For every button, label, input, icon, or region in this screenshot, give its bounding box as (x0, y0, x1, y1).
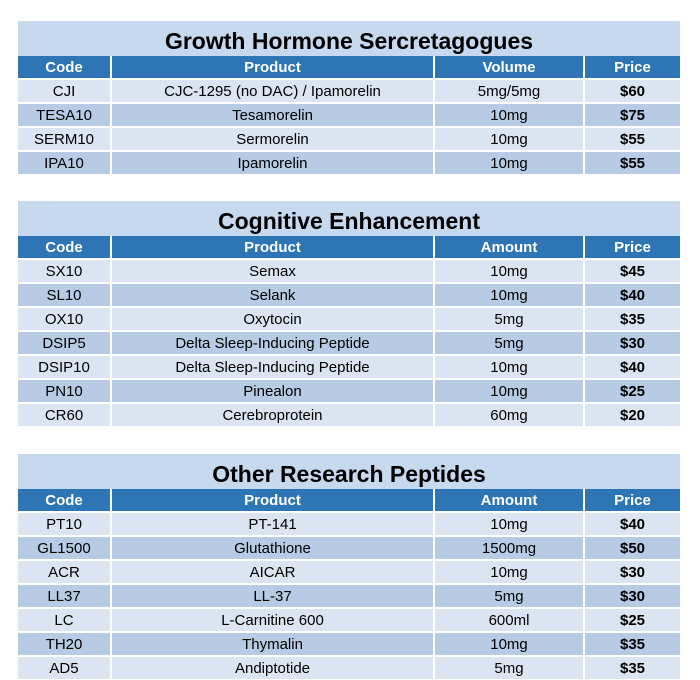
cell-code: PT10 (18, 512, 111, 536)
cell-code: LL37 (18, 584, 111, 608)
table-row (18, 151, 680, 174)
table-row (18, 79, 680, 103)
cell-price: $25 (584, 379, 680, 403)
cell-product: Oxytocin (111, 307, 434, 331)
header-product: Product (111, 56, 434, 79)
section-growth-hormone (18, 21, 680, 174)
cell-price: $50 (584, 536, 680, 560)
header-volume: Volume (434, 56, 584, 79)
header-row (18, 56, 680, 79)
cell-price: $35 (584, 632, 680, 656)
section-cognitive-enhancement (18, 201, 680, 426)
cell-price: $55 (584, 127, 680, 151)
cell-product: Selank (111, 283, 434, 307)
header-product: Product (111, 489, 434, 512)
cell-amount: 5mg (434, 584, 584, 608)
table-row (18, 656, 680, 679)
header-price: Price (584, 236, 680, 259)
cell-product: CJC-1295 (no DAC) / Ipamorelin (111, 79, 434, 103)
cell-price: $35 (584, 656, 680, 679)
cell-code: CR60 (18, 403, 111, 426)
cell-price: $30 (584, 560, 680, 584)
cell-code: DSIP5 (18, 331, 111, 355)
cell-product: Tesamorelin (111, 103, 434, 127)
cell-volume: 10mg (434, 151, 584, 174)
cell-amount: 1500mg (434, 536, 584, 560)
header-price: Price (584, 56, 680, 79)
cell-product: PT-141 (111, 512, 434, 536)
cell-product: Delta Sleep-Inducing Peptide (111, 331, 434, 355)
table-row (18, 355, 680, 379)
cell-price: $25 (584, 608, 680, 632)
cell-product: Semax (111, 259, 434, 283)
cell-code: ACR (18, 560, 111, 584)
cell-product: Cerebroprotein (111, 403, 434, 426)
cell-amount: 5mg (434, 307, 584, 331)
cell-volume: 5mg/5mg (434, 79, 584, 103)
cell-code: SERM10 (18, 127, 111, 151)
cell-code: GL1500 (18, 536, 111, 560)
cell-amount: 10mg (434, 379, 584, 403)
cell-product: L-Carnitine 600 (111, 608, 434, 632)
header-amount: Amount (434, 489, 584, 512)
header-row (18, 489, 680, 512)
table-row (18, 512, 680, 536)
cell-amount: 600ml (434, 608, 584, 632)
cell-code: PN10 (18, 379, 111, 403)
table-row (18, 127, 680, 151)
cell-price: $55 (584, 151, 680, 174)
cell-amount: 60mg (434, 403, 584, 426)
cell-product: Pinealon (111, 379, 434, 403)
cell-price: $60 (584, 79, 680, 103)
table-row (18, 259, 680, 283)
cell-amount: 10mg (434, 283, 584, 307)
cell-product: Ipamorelin (111, 151, 434, 174)
cell-amount: 10mg (434, 355, 584, 379)
header-amount: Amount (434, 236, 584, 259)
cell-amount: 5mg (434, 656, 584, 679)
header-row (18, 236, 680, 259)
cell-price: $40 (584, 355, 680, 379)
cell-price: $35 (584, 307, 680, 331)
table-row (18, 584, 680, 608)
cell-product: Sermorelin (111, 127, 434, 151)
header-product: Product (111, 236, 434, 259)
cell-amount: 10mg (434, 512, 584, 536)
table-row (18, 103, 680, 127)
cell-product: LL-37 (111, 584, 434, 608)
cell-code: DSIP10 (18, 355, 111, 379)
table-row (18, 560, 680, 584)
table-row (18, 307, 680, 331)
cell-code: CJI (18, 79, 111, 103)
table-row (18, 536, 680, 560)
cell-volume: 10mg (434, 127, 584, 151)
cell-product: Andiptotide (111, 656, 434, 679)
cell-product: Thymalin (111, 632, 434, 656)
cell-code: SX10 (18, 259, 111, 283)
cell-price: $30 (584, 331, 680, 355)
header-code: Code (18, 236, 111, 259)
cell-product: Glutathione (111, 536, 434, 560)
cell-code: IPA10 (18, 151, 111, 174)
header-code: Code (18, 489, 111, 512)
cell-price: $20 (584, 403, 680, 426)
cell-code: TH20 (18, 632, 111, 656)
section-other-research-peptides (18, 454, 680, 679)
price-table (18, 489, 680, 679)
cell-code: TESA10 (18, 103, 111, 127)
section-title: Growth Hormone Sercretagogues (18, 21, 680, 56)
section-title: Other Research Peptides (18, 454, 680, 489)
table-row (18, 283, 680, 307)
price-table (18, 56, 680, 174)
table-row (18, 379, 680, 403)
price-table (18, 236, 680, 426)
header-code: Code (18, 56, 111, 79)
cell-price: $75 (584, 103, 680, 127)
cell-product: Delta Sleep-Inducing Peptide (111, 355, 434, 379)
section-title: Cognitive Enhancement (18, 201, 680, 236)
cell-amount: 10mg (434, 560, 584, 584)
cell-price: $40 (584, 283, 680, 307)
cell-product: AICAR (111, 560, 434, 584)
table-row (18, 608, 680, 632)
cell-amount: 10mg (434, 632, 584, 656)
cell-amount: 5mg (434, 331, 584, 355)
cell-price: $40 (584, 512, 680, 536)
cell-price: $30 (584, 584, 680, 608)
table-row (18, 632, 680, 656)
cell-code: SL10 (18, 283, 111, 307)
header-price: Price (584, 489, 680, 512)
table-row (18, 403, 680, 426)
table-row (18, 331, 680, 355)
cell-volume: 10mg (434, 103, 584, 127)
cell-code: AD5 (18, 656, 111, 679)
cell-price: $45 (584, 259, 680, 283)
cell-code: OX10 (18, 307, 111, 331)
cell-amount: 10mg (434, 259, 584, 283)
cell-code: LC (18, 608, 111, 632)
